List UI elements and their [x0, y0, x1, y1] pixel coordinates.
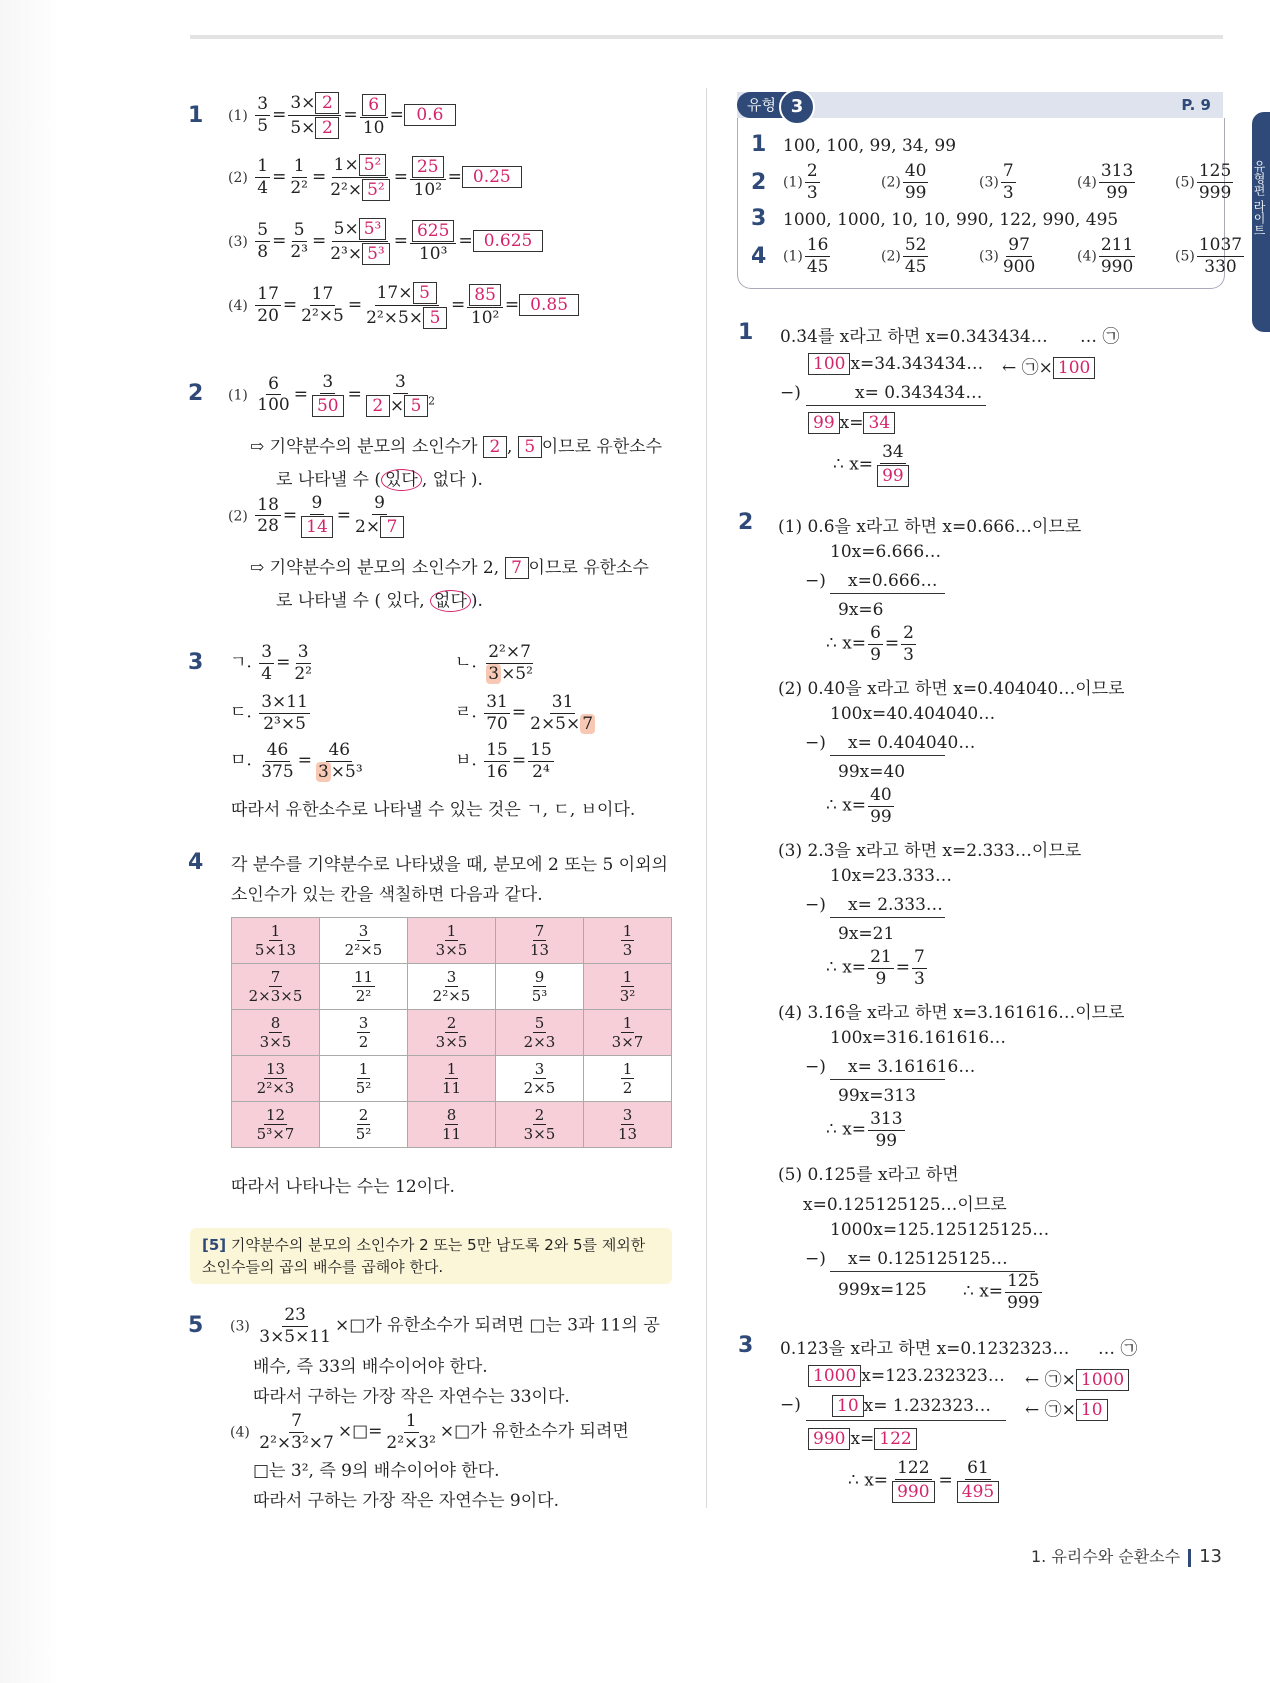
sol2-p4-head: (4) 3.1̇6̇을 x라고 하면 x=3.161616…이므로: [778, 1003, 1125, 1023]
sol1-arrow: ← ㉠× 100: [1002, 353, 1095, 379]
grid-cell: $\frac{11}{\text{2²}}$: [320, 964, 408, 1010]
answer-item: (4) $\frac{313}{99}$: [1077, 161, 1134, 203]
sol2-p1-therefore: ∴ x= $\frac{6}{9}$ = $\frac{2}{3}$: [826, 623, 914, 665]
q4-text-line2: 소인수가 있는 칸을 색칠하면 다음과 같다.: [231, 885, 543, 905]
q1-4-frac-a: $\frac{17}{20}$: [257, 284, 279, 326]
type-number: 3: [779, 89, 815, 125]
grid-row: [232, 1056, 672, 1102]
q3-item-r: ㄹ. $\frac{31}{70}$ = $\frac{31}{2\times 5\times 7}$: [455, 692, 594, 734]
q1-row3: (3) $\frac{5}{8}$ = $\frac{5}{\text{2³}}$ = $\frac{\text{5× 5³}}{\text{2³× 5³}}$ = $\frac{625}{\text{10³}}$ = 0.625: [228, 218, 543, 265]
grid-cell: $\frac{3}{\text{2²×5}}$: [320, 918, 408, 964]
sol1-therefore: ∴ x= $\frac{34}{99}$: [833, 443, 913, 487]
ans3-text: 1000, 1000, 10, 10, 990, 122, 990, 495: [783, 210, 1119, 230]
sol2-p3-line-a: 10x=23.333…: [830, 866, 952, 886]
q3-number: 3: [188, 650, 204, 675]
answer-item: (3) $\frac{7}{3}$: [979, 161, 1014, 203]
grid-cell: $\frac{1}{3\times 5}$: [408, 918, 496, 964]
grid-row: [232, 1010, 672, 1056]
q2-number: 2: [188, 381, 204, 406]
sol2-p5-line-b: x= 0.125125125…: [848, 1249, 1008, 1269]
q1-2-answer: 0.25: [462, 166, 522, 188]
grid-cell: $\frac{2}{3\times 5}$: [496, 1102, 584, 1148]
q4-conclusion: 따라서 나타나는 수는 12이다.: [231, 1177, 455, 1197]
type-page-ref: P. 9: [1181, 96, 1211, 114]
sol2-p5-line-c: 999x=125: [838, 1280, 927, 1300]
q2-1-reason-line1: ⇨ 기약분수의 분모의 소인수가 2 , 5 이므로 유한소수: [250, 437, 663, 457]
type-tag: 유형: [737, 92, 807, 118]
q4-text-line1: 각 분수를 기약분수로 나타냈을 때, 분모에 2 또는 5 이외의: [231, 855, 668, 875]
sol2-p4-line-c: 99x=313: [838, 1086, 916, 1106]
q1-3-label: (3): [228, 234, 248, 250]
q5-4-line3: 따라서 구하는 가장 작은 자연수는 9이다.: [253, 1491, 559, 1511]
q1-1-answer: 0.6: [404, 104, 456, 126]
sol2-p3-minus: −): [805, 895, 826, 915]
sol3-therefore: ∴ x= $\frac{122}{990}$ = $\frac{61}{495}$: [848, 1459, 1003, 1503]
sol3-arrow2: ← ㉠× 10: [1025, 1395, 1108, 1421]
q2-2-reason-line2: 로 나타낼 수 ( 있다, 없다 ).: [276, 591, 483, 611]
sol1-minus: −): [780, 383, 801, 403]
page-number: 13: [1199, 1546, 1222, 1567]
sol3-line4: 990 x= 122: [808, 1428, 917, 1450]
ans1-number: 1: [751, 132, 767, 157]
q2-2-label: (2): [228, 508, 248, 525]
grid-cell: $\frac{8}{3\times 5}$: [232, 1010, 320, 1056]
sol2-p5-head: (5) 0.1̇25̇를 x라고 하면: [778, 1165, 959, 1185]
answer-item: (4) $\frac{211}{990}$: [1077, 235, 1134, 277]
sol2-p4-minus: −): [805, 1057, 826, 1077]
q1-3-frac-b: $\frac{5}{\text{2³}}$: [290, 220, 308, 262]
sol2-p5-minus: −): [805, 1249, 826, 1269]
grid-cell: $\frac{13}{\text{2²×3}}$: [232, 1056, 320, 1102]
answer-item: (1) $\frac{2}{3}$: [783, 161, 818, 203]
answer-item: (1) $\frac{16}{45}$: [783, 235, 829, 277]
q5-3-line3: 따라서 구하는 가장 작은 자연수는 33이다.: [253, 1387, 570, 1407]
sol2-p4-line-b: x= 3.161616…: [848, 1057, 976, 1077]
answer-item: (2) $\frac{40}{99}$: [881, 161, 927, 203]
q1-4-frac-d: $\frac{85}{\text{10²}}$: [467, 284, 503, 328]
sol1-line2: 100 x=34.343434…: [808, 353, 983, 375]
sol2-p4-therefore: ∴ x= $\frac{313}{99}$: [826, 1109, 903, 1151]
q1-3-frac-c: $\frac{\text{5× 5³}}{\text{2³× 5³}}$: [328, 218, 392, 265]
sol2-p1-line-b: x=0.666…: [848, 571, 938, 591]
grid-cell: $\frac{1}{3}$: [584, 918, 672, 964]
sol3-line3: 10 x= 1.232323…: [832, 1395, 991, 1417]
q1-number: 1: [188, 103, 204, 128]
grid-cell: $\frac{1}{\text{5²}}$: [320, 1056, 408, 1102]
q1-1-frac-b: $\frac{3\times 2}{5\times 2}$: [288, 92, 341, 139]
sol2-p1-head: (1) 0.6̇을 x라고 하면 x=0.666…이므로: [778, 517, 1082, 537]
q1-1-frac-c: $\frac{6}{10}$: [360, 94, 388, 138]
q1-row1: (1) $\frac{3}{5}$ = $\frac{3\times 2}{5\times 2}$ = $\frac{6}{10}$ = 0.6: [228, 92, 456, 139]
q1-4-answer: 0.85: [519, 294, 579, 316]
sol2-p1-line-a: 10x=6.666…: [830, 542, 942, 562]
sol2-p5-head2: x=0.125125125…이므로: [803, 1195, 1007, 1215]
side-tab-text: 유형편 라이트: [1252, 160, 1266, 236]
page-footer: [1031, 1544, 1222, 1567]
answer-item: (5) $\frac{1037}{330}$: [1175, 235, 1243, 277]
sol2-p3-line-b: x= 2.333…: [848, 895, 943, 915]
sol2-p1-minus: −): [805, 571, 826, 591]
sol2-p3-head: (3) 2.3̇을 x라고 하면 x=2.333…이므로: [778, 841, 1082, 861]
page-gutter-shade: [0, 0, 60, 1683]
q1-2-label: (2): [228, 170, 248, 186]
q3-item-n: ㄴ. $\frac{\text{2²×7}}{\text{3 ×5²}}$: [455, 642, 533, 684]
q1-3-frac-d: $\frac{625}{\text{10³}}$: [410, 220, 456, 264]
q2-2-expr: (2) $\frac{18}{28}$ = $\frac{9}{14}$ = $\frac{9}{2\times 7}$: [228, 494, 408, 538]
sol3-number: 3: [738, 1333, 754, 1358]
sol1-number: 1: [738, 320, 754, 345]
grid-cell: $\frac{3}{2\times 5}$: [496, 1056, 584, 1102]
sol3-minus: −): [780, 1395, 801, 1415]
tip-box: [190, 1228, 672, 1284]
tip-line1: 기약분수의 분모의 소인수가 2 또는 5만 남도록 2와 5를 제외한: [226, 1236, 646, 1254]
column-divider: [706, 88, 707, 1508]
q1-2-frac-c: $\frac{\text{1× 5²}}{\text{2²× 5²}}$: [328, 154, 392, 201]
ans4-number: 4: [751, 244, 767, 269]
ans1-text: 100, 100, 99, 34, 99: [783, 136, 957, 156]
grid-cell: $\frac{2}{\text{5²}}$: [320, 1102, 408, 1148]
grid-cell: $\frac{1}{5\times 13}$: [232, 918, 320, 964]
grid-cell: $\frac{12}{\text{5³×7}}$: [232, 1102, 320, 1148]
grid-cell: $\frac{3}{13}$: [584, 1102, 672, 1148]
q1-4-frac-c: $\frac{17\times 5}{\text{2²×5× 5}}$: [364, 282, 449, 329]
grid-cell: $\frac{9}{\text{5³}}$: [496, 964, 584, 1010]
q1-2-frac-a: $\frac{1}{4}$: [257, 156, 269, 198]
q1-4-frac-b: $\frac{17}{\text{2²×5}}$: [301, 284, 344, 326]
answer-item: (3) $\frac{97}{900}$: [979, 235, 1036, 277]
sol2-number: 2: [738, 510, 754, 535]
q3-item-g: ㄱ. $\frac{3}{4}$ = $\frac{3}{\text{2²}}$: [230, 642, 312, 684]
q3-item-d: ㄷ. $\frac{3\times 11}{\text{2³×5}}$: [230, 692, 308, 734]
grid-cell: $\frac{7}{13}$: [496, 918, 584, 964]
sol2-p3-therefore: ∴ x= $\frac{21}{9}$ = $\frac{7}{3}$: [826, 947, 925, 989]
grid-cell: $\frac{3}{\text{2²×5}}$: [408, 964, 496, 1010]
sol1-line1: 0.3̇4̇를 x라고 하면 x=0.343434…: [780, 327, 1048, 347]
grid-cell: $\frac{3}{2}$: [320, 1010, 408, 1056]
sol1-line3: x= 0.343434…: [855, 383, 983, 403]
grid-cell: $\frac{5}{2\times 3}$: [496, 1010, 584, 1056]
answer-item: (2) $\frac{52}{45}$: [881, 235, 927, 277]
sol3-arrow1: ← ㉠× 1000: [1025, 1365, 1129, 1391]
ans2-number: 2: [751, 170, 767, 195]
sol2-p2-line-b: x= 0.404040…: [848, 733, 976, 753]
q3-item-b: ㅂ. $\frac{15}{16}$ = $\frac{15}{\text{2⁴}}$: [455, 740, 552, 782]
q1-2-frac-b: $\frac{1}{\text{2²}}$: [290, 156, 308, 198]
sol2-rule: [830, 593, 945, 594]
sol2-p4-line-a: 100x=316.161616…: [830, 1028, 1007, 1048]
sol2-p2-line-a: 100x=40.404040…: [830, 704, 996, 724]
sol1-tag: … ㉠: [1080, 327, 1120, 347]
top-rule: [190, 35, 1223, 39]
sol3-line2: 1000 x=123.232323…: [808, 1365, 1005, 1387]
q5-number: 5: [188, 1313, 204, 1338]
q5-3-line2: 배수, 즉 33의 배수이어야 한다.: [253, 1357, 488, 1377]
chapter-title: 1. 유리수와 순환소수: [1031, 1547, 1181, 1566]
q1-4-label: (4): [228, 298, 248, 314]
q5-4-line2: □는 3², 즉 9의 배수이어야 한다.: [253, 1461, 500, 1481]
tip-tag: [5]: [202, 1236, 227, 1254]
q3-conclusion: 따라서 유한소수로 나타낼 수 있는 것은 ㄱ, ㄷ, ㅂ이다.: [231, 800, 636, 820]
q2-1-reason-line2: 로 나타낼 수 ( 있다 , 없다 ).: [276, 470, 483, 490]
sol2-rule: [830, 755, 945, 756]
q4-number: 4: [188, 850, 204, 875]
ans3-number: 3: [751, 206, 767, 231]
sol2-p5-line-a: 1000x=125.125125125…: [830, 1220, 1050, 1240]
sol2-p2-line-c: 99x=40: [838, 762, 906, 782]
grid-row: [232, 1102, 672, 1148]
q4-fraction-grid: [231, 917, 672, 1148]
q1-1-label: (1): [228, 108, 248, 124]
q1-row4: (4) $\frac{17}{20}$ = $\frac{17}{\text{2²×5}}$ = $\frac{17\times 5}{\text{2²×5× 5}}$ = $\frac{85}{\text{10²}}$ = 0.85: [228, 282, 579, 329]
grid-cell: $\frac{1}{2}$: [584, 1056, 672, 1102]
sol2-p2-minus: −): [805, 733, 826, 753]
sol3-tag: … ㉠: [1098, 1339, 1138, 1359]
grid-cell: $\frac{1}{\text{3²}}$: [584, 964, 672, 1010]
sol2-p1-line-c: 9x=6: [838, 600, 884, 620]
q1-row2: (2) $\frac{1}{4}$ = $\frac{1}{\text{2²}}$ = $\frac{\text{1× 5²}}{\text{2²× 5²}}$ = $\frac{25}{\text{10²}}$ = 0.25: [228, 154, 522, 201]
ans2-row: [783, 162, 1270, 202]
sol1-rule: [806, 405, 986, 406]
grid-cell: $\frac{1}{3\times 7}$: [584, 1010, 672, 1056]
ans4-row: [783, 236, 1270, 276]
q1-1-frac-a: $\frac{3}{5}$: [257, 94, 269, 136]
q2-2-reason-line1: ⇨ 기약분수의 분모의 소인수가 2, 7 이므로 유한소수: [250, 558, 649, 578]
q1-3-frac-a: $\frac{5}{8}$: [257, 220, 269, 262]
grid-row: [232, 918, 672, 964]
grid-cell: $\frac{2}{3\times 5}$: [408, 1010, 496, 1056]
grid-cell: $\frac{7}{2\times 3\times 5}$: [232, 964, 320, 1010]
answer-item: (5) $\frac{125}{999}$: [1175, 161, 1232, 203]
sol3-line1: 0.12̇3̇을 x라고 하면 x=0.1232323…: [780, 1339, 1070, 1359]
q1-3-answer: 0.625: [473, 230, 544, 252]
q2-1-expr: (1) $\frac{6}{100}$ = $\frac{3}{50}$ = $\frac{3}{2 \times 5 ^2}$: [228, 372, 436, 416]
sol2-rule: [830, 917, 945, 918]
sol2-p2-head: (2) 0.4̇0̇을 x라고 하면 x=0.404040…이므로: [778, 679, 1125, 699]
q1-2-frac-d: $\frac{25}{\text{10²}}$: [410, 156, 446, 200]
q2-1-label: (1): [228, 387, 248, 404]
type-header: [737, 92, 1223, 118]
q3-item-m: ㅁ. $\frac{46}{375}$ = $\frac{46}{\text{3 ×5³}}$: [230, 740, 363, 782]
sol1-line4: 99 x= 34: [808, 412, 895, 434]
sol2-p2-therefore: ∴ x= $\frac{40}{99}$: [826, 785, 892, 827]
grid-cell: $\frac{1}{11}$: [408, 1056, 496, 1102]
tip-line2: 소인수들의 곱의 배수를 곱해야 한다.: [202, 1258, 444, 1276]
q5-4-line1: (4) $\frac{7}{\text{2²×3²×7}}$ ×□= $\frac{1}{\text{2²×3²}}$ ×□가 유한소수가 되려면: [230, 1411, 629, 1453]
sol2-rule: [830, 1079, 945, 1080]
sol2-p3-line-c: 9x=21: [838, 924, 895, 944]
grid-row: [232, 964, 672, 1010]
q5-3-line1: (3) $\frac{23}{3\times 5\times 11}$ ×□가 유한소수가 되려면 □는 3과 11의 공: [230, 1305, 660, 1347]
grid-cell: $\frac{8}{11}$: [408, 1102, 496, 1148]
sol2-p5-therefore: ∴ x= $\frac{125}{999}$: [963, 1271, 1040, 1313]
sol3-rule: [806, 1420, 1006, 1421]
